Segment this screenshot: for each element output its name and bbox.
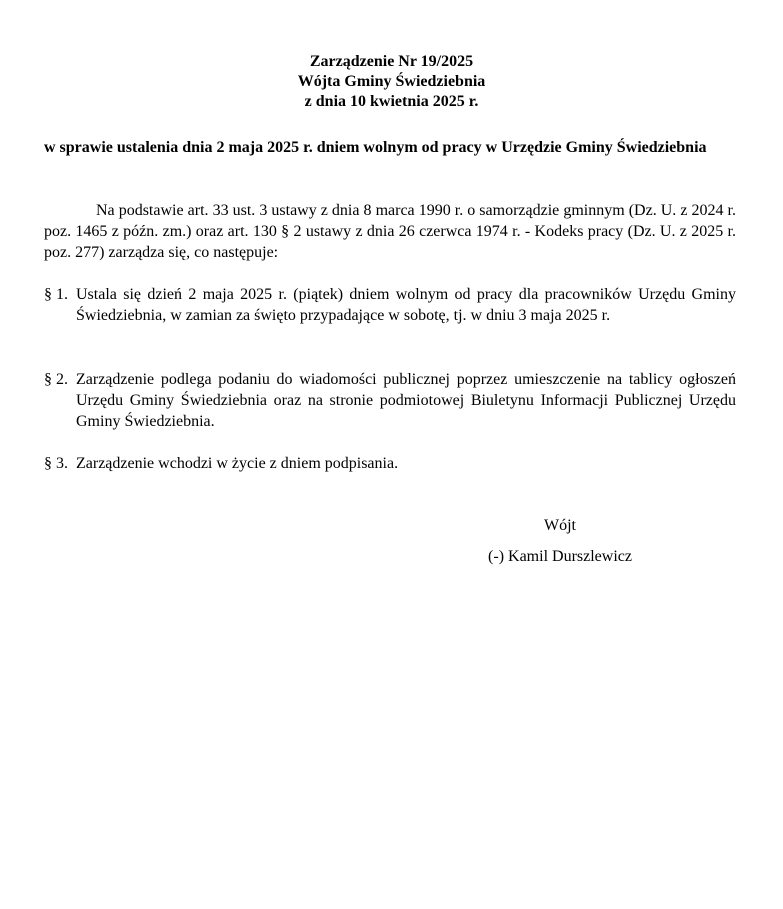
paragraph-text: Zarządzenie podlega podaniu do wiadomości publicznej poprzez umieszczenie na tablicy ogłoszeń Urzędu Gminy Świedziebnia oraz na stronie podmiotowej Biuletynu Informacji Publicznej Urzędu Gminy Świedziebnia. [76, 371, 736, 430]
legal-basis: Na podstawie art. 33 ust. 3 ustawy z dnia 8 marca 1990 r. o samorządzie gminnym (Dz. U. z 2024 r. poz. 1465 z późn. zm.) oraz art. 130 § 2 ustawy z dnia 26 czerwca 1974 r. - Kodeks pracy (Dz. U. z 2025 r. poz. 277) zarządza się, co następuje: [44, 202, 736, 261]
paragraph-number: § 1. [44, 286, 68, 303]
paragraph-number: § 3. [44, 455, 68, 472]
document-subject: w sprawie ustalenia dnia 2 maja 2025 r. dniem wolnym od pracy w Urzędzie Gminy Świedziebnia [44, 139, 707, 156]
paragraph-3 [44, 453, 736, 474]
paragraph-number: § 2. [44, 371, 68, 388]
signature-name: (-) Kamil Durszlewicz [488, 548, 632, 565]
order-number: Zarządzenie Nr 19/2025 [309, 53, 474, 70]
issuer: Wójta Gminy Świedziebnia [297, 73, 486, 90]
signature-title: Wójt [544, 517, 576, 534]
paragraph-text: Ustala się dzień 2 maja 2025 r. (piątek) dniem wolnym od pracy dla pracowników Urzędu Gminy Świedziebnia, w zamian za święto przypadające w sobotę, tj. w dniu 3 maja 2025 r. [76, 286, 736, 324]
paragraph-2 [44, 369, 736, 432]
paragraph-1 [44, 284, 736, 326]
paragraph-text: Zarządzenie wchodzi w życie z dniem podpisania. [76, 455, 399, 472]
issue-date: z dnia 10 kwietnia 2025 r. [304, 93, 479, 110]
document-header [0, 52, 783, 112]
